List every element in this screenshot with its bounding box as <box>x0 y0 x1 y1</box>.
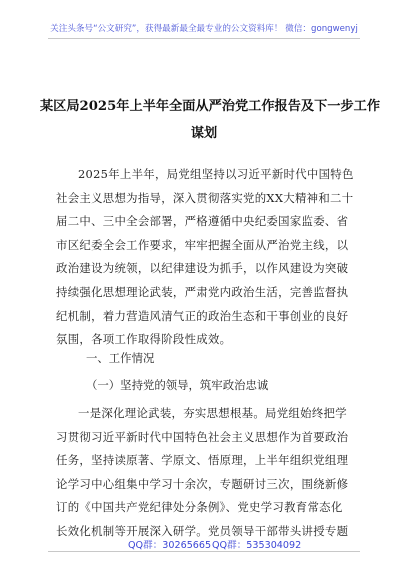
body-paragraph <box>56 402 360 544</box>
footer-qq-group-2: QQ群：535304092 <box>212 540 302 551</box>
paragraph-line: 2025年上半年，局党组坚持以习近平新时代中国特色 <box>78 167 354 181</box>
paragraph-line: 习贯彻习近平新时代中国特色社会主义思想作为首要政治 <box>56 429 349 444</box>
paragraph-line: 届二中、三中全会部署，严格遵循中央纪委国家监委、省 <box>56 214 349 229</box>
paragraph-line: 订的《中国共产党纪律处分条例》、党史学习教育常态化 <box>56 500 343 515</box>
paragraph-line: 纪机制，着力营造风清气正的政治生态和干事创业的良好 <box>56 308 349 323</box>
paragraph-line: 市区纪委全会工作要求，牢牢把握全面从严治党主线，以 <box>56 237 349 252</box>
paragraph-line: 任务，坚持读原著、学原文、悟原理，上半年组织党组理 <box>56 453 349 468</box>
paragraph-line: 一是深化理论武装，夯实思想根基。局党组始终把学 <box>78 406 347 420</box>
footer-divider <box>48 551 360 552</box>
paragraph-line: 政治建设为统领，以纪律建设为抓手，以作风建设为突破 <box>56 261 349 276</box>
section-heading: 一、工作情况 <box>86 351 155 365</box>
paragraph-line: 持续强化思想理论武装，严肃党内政治生活，完善监督执 <box>56 284 349 299</box>
paragraph-line: 氛围，各项工作取得阶段性成效。 <box>56 332 232 347</box>
subsection-heading: （一）坚持党的领导，筑牢政治忠诚 <box>86 378 269 392</box>
paragraph-line: 社会主义思想为指导，深入贯彻落实党的XX大精神和二十 <box>56 190 354 205</box>
paragraph-line: 论学习中心组集中学习十余次，专题研讨三次，围绕新修 <box>56 476 349 491</box>
document-title-line2: 谋划 <box>190 126 218 141</box>
document-title-line1: 某区局2025年上半年全面从严治党工作报告及下一步工作 <box>40 99 381 114</box>
paragraph-line: 长效化机制等开展深入研学。党员领导干部带头讲授专题 <box>56 523 349 538</box>
footer-qq-group-1: QQ群：30265665 <box>128 540 212 551</box>
header-divider <box>48 38 360 39</box>
top-banner: 关注头条号“公文研究”，获得最新最全最专业的公文资料库！ 微信：gongwenyj <box>50 24 358 34</box>
intro-paragraph <box>56 163 360 352</box>
